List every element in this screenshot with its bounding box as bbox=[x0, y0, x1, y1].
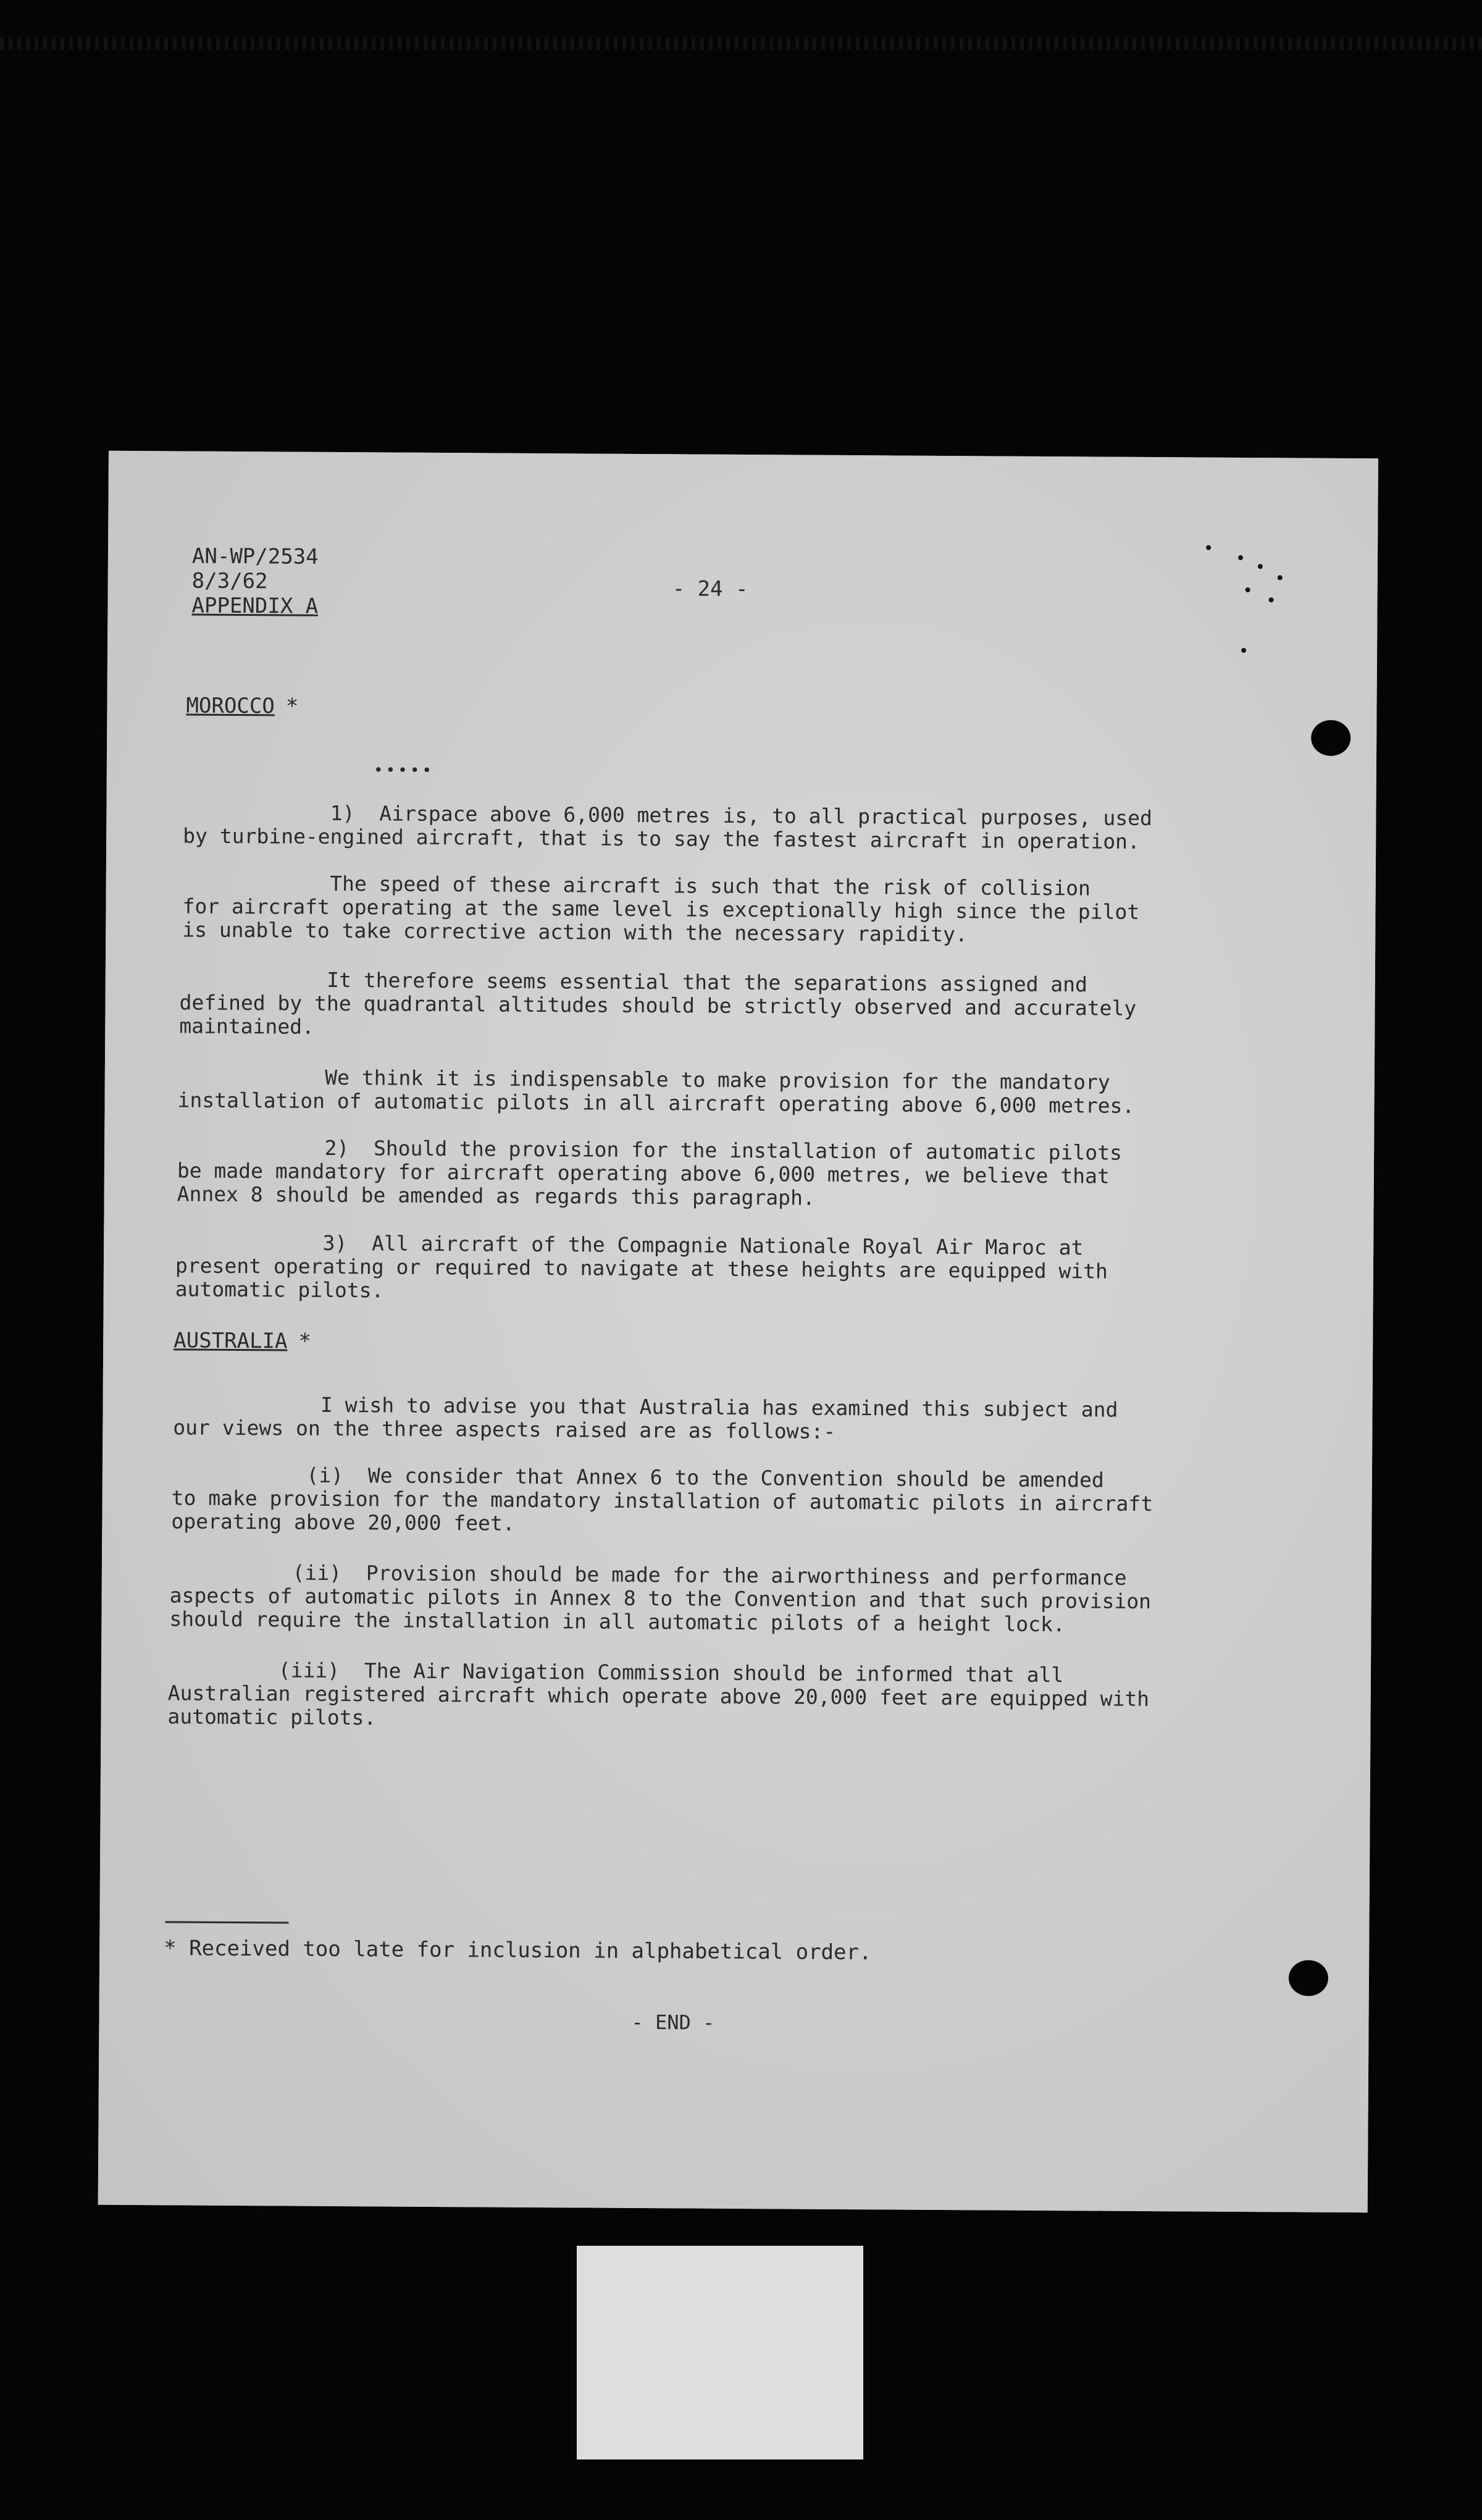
punch-hole-bottom bbox=[1289, 1960, 1328, 1996]
ink-speck bbox=[1241, 648, 1246, 653]
morocco-paragraph-1: 1) Airspace above 6,000 metres is, to all practical purposes, used by turbine-engined aircraft, that is to say the fastest aircraft in operation. bbox=[183, 800, 1153, 854]
end-marker: - END - bbox=[631, 2010, 715, 2035]
ink-speck bbox=[1245, 587, 1250, 592]
australia-paragraph-iii: (iii) The Air Navigation Commission should be informed that all Australian registered aircraft which operate above 20,000 feet are equipped with automatic pilots. bbox=[167, 1657, 1150, 1730]
footnote: * Received too late for inclusion in alphabetical order. bbox=[164, 1936, 872, 1965]
footnote-rule bbox=[165, 1921, 288, 1923]
ink-speck bbox=[1278, 575, 1283, 580]
australia-paragraph-intro: I wish to advise you that Australia has examined this subject and our views on the three aspects raised are as follows:- bbox=[173, 1392, 1118, 1443]
ink-speck bbox=[1206, 545, 1211, 550]
morocco-paragraph-3: It therefore seems essential that the separations assigned and defined by the quadrantal altitudes should be strictly observed and accurately maintained. bbox=[179, 967, 1137, 1039]
ellipsis-dots: ••••• bbox=[373, 761, 435, 780]
australia-paragraph-i: (i) We consider that Annex 6 to the Convention should be amended to make provision for the mandatory installation of automatic pilots in aircraft operating above 20,000 feet. bbox=[171, 1462, 1153, 1535]
page-number: - 24 - bbox=[672, 576, 748, 602]
australia-paragraph-ii: (ii) Provision should be made for the airworthiness and performance aspects of automatic pilots in Annex 8 to the Convention and that such provision should require the installation in all automatic pilots of a height lock. bbox=[169, 1560, 1152, 1637]
morocco-paragraph-5: 2) Should the provision for the installation of automatic pilots be made mandatory for aircraft operating above 6,000 metres, we believe that Annex 8 should be amended as regards this paragraph. bbox=[177, 1135, 1123, 1210]
asterisk-marker: * bbox=[298, 1329, 312, 1354]
scan-edge-artifact bbox=[0, 37, 1482, 49]
appendix-label: APPENDIX A bbox=[191, 593, 319, 619]
blank-card bbox=[577, 2246, 863, 2459]
ink-speck bbox=[1258, 564, 1263, 569]
asterisk-marker: * bbox=[285, 694, 299, 719]
morocco-paragraph-4: We think it is indispensable to make provision for the mandatory installation of automatic pilots in all aircraft operating above 6,000 metres. bbox=[177, 1064, 1135, 1118]
morocco-paragraph-2: The speed of these aircraft is such that the risk of collision for aircraft operating at the same level is exceptionally high since the pilot is unable to take corrective action with the necessary rapidity. bbox=[182, 870, 1140, 947]
morocco-paragraph-6: 3) All aircraft of the Compagnie Nationale Royal Air Maroc at present operating or required to navigate at these heights are equipped with automatic pilots. bbox=[175, 1230, 1108, 1303]
ink-speck bbox=[1238, 555, 1243, 560]
morocco-heading bbox=[186, 693, 298, 718]
document-header bbox=[191, 544, 318, 619]
australia-heading-text: AUSTRALIA bbox=[174, 1328, 288, 1354]
document-reference: AN-WP/2534 bbox=[191, 544, 319, 569]
australia-heading bbox=[174, 1328, 311, 1353]
ink-speck bbox=[1269, 597, 1274, 602]
punch-hole-top bbox=[1311, 720, 1350, 756]
document-date: 8/3/62 bbox=[191, 568, 268, 594]
document-page bbox=[98, 451, 1378, 2213]
morocco-heading-text: MOROCCO bbox=[186, 693, 275, 719]
